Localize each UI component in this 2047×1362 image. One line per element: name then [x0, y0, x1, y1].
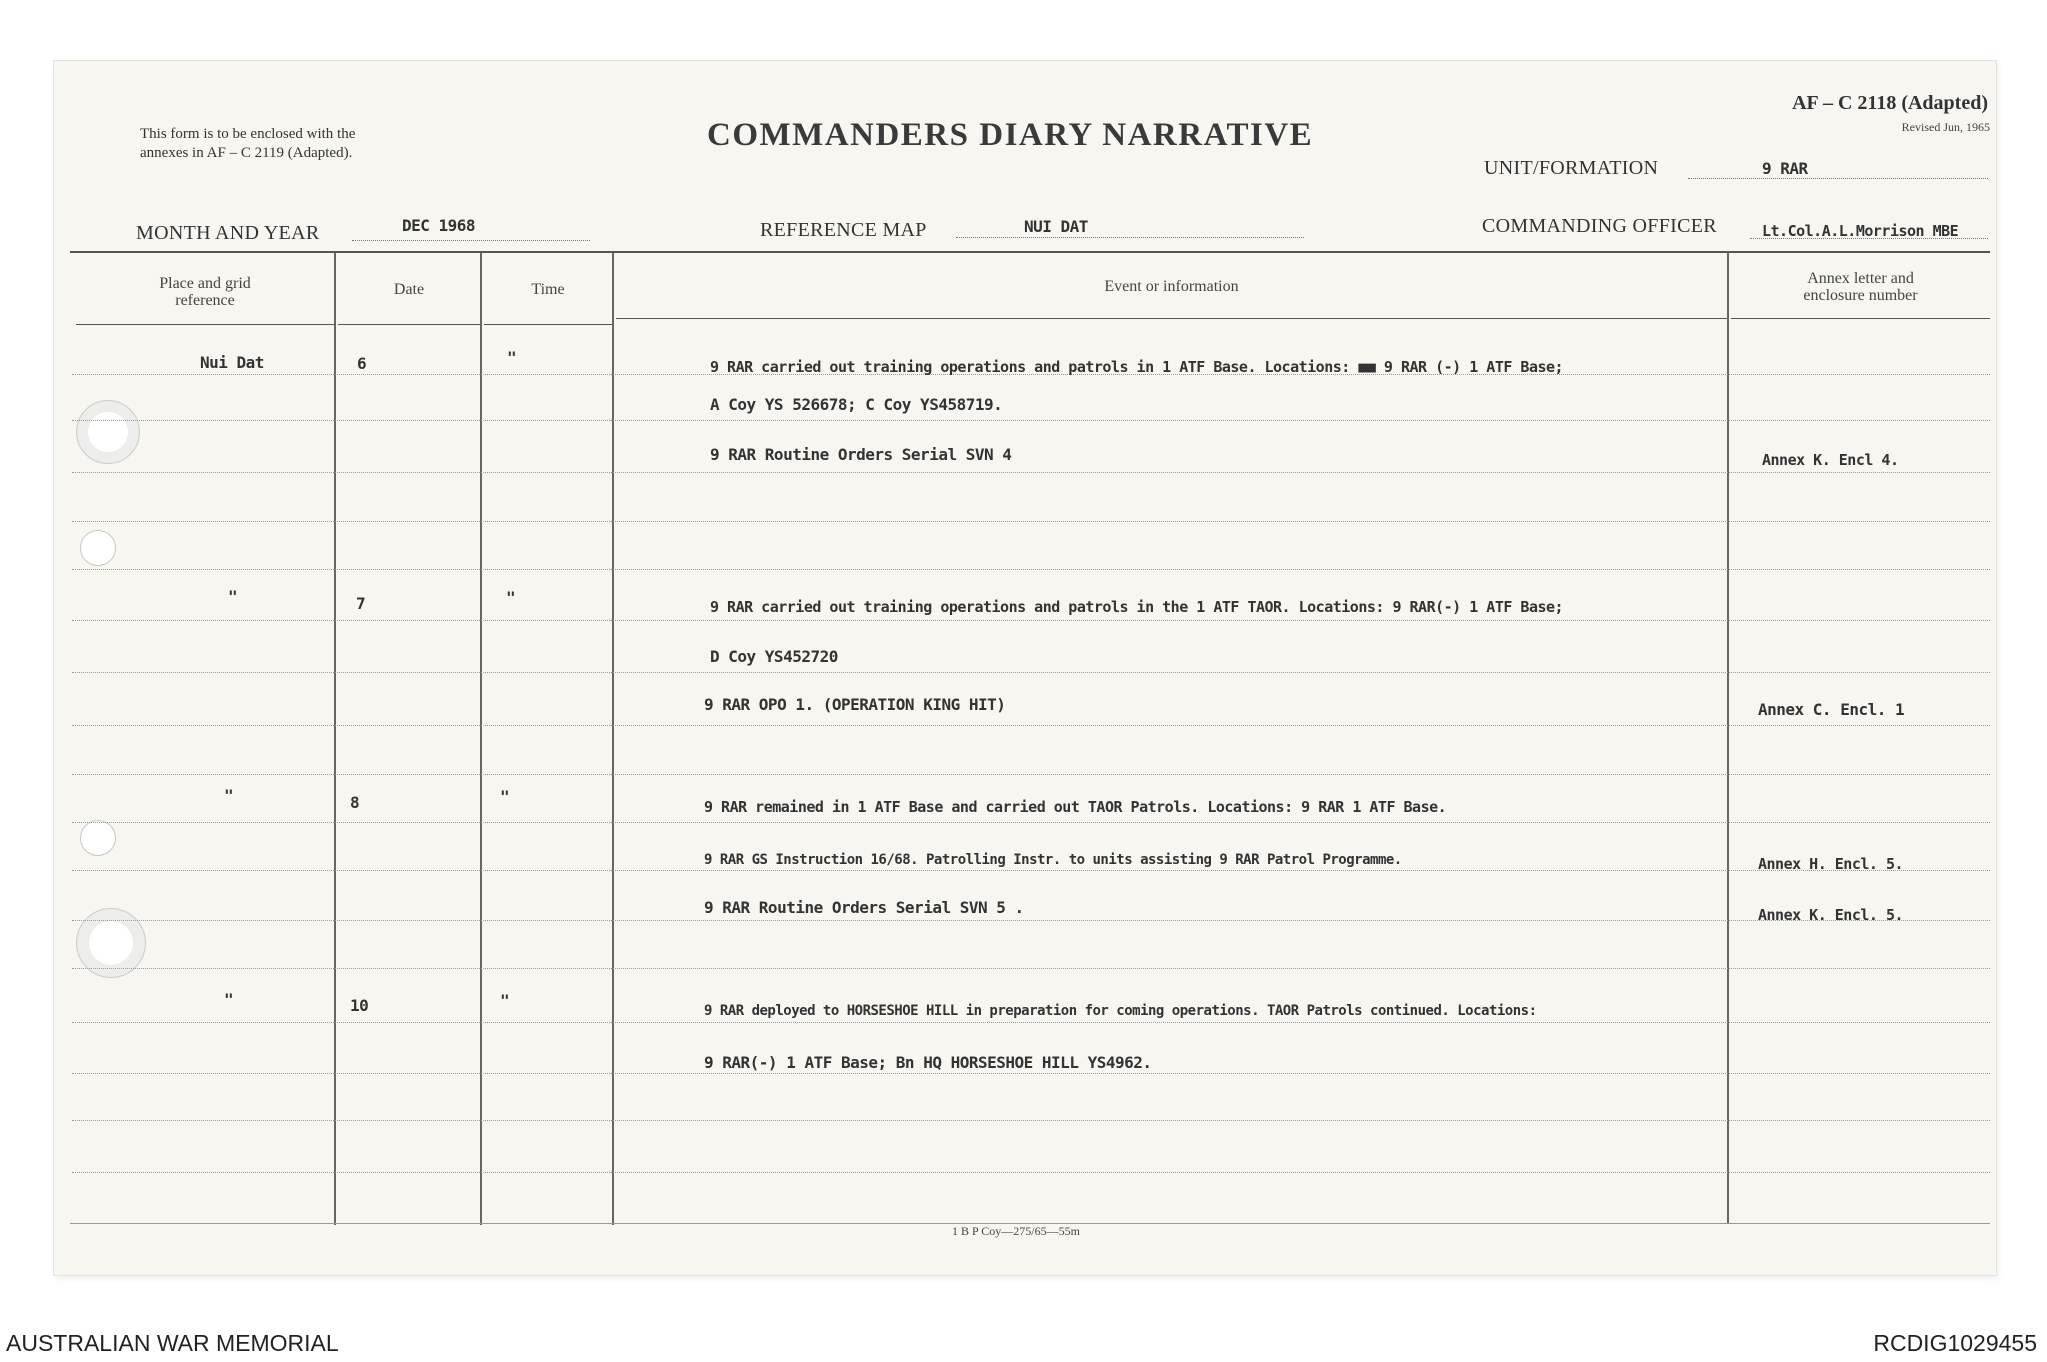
row-place: " — [228, 587, 238, 606]
row-annex: Annex C. Encl. 1 — [1758, 700, 1905, 719]
form-title: COMMANDERS DIARY NARRATIVE — [707, 117, 1314, 153]
column-heading-annex — [1731, 270, 1990, 304]
ruled-line — [72, 1172, 1990, 1173]
ruled-line — [72, 774, 1990, 775]
commanding-officer-value: Lt.Col.A.L.Morrison MBE — [1762, 222, 1959, 240]
row-date: 8 — [350, 793, 360, 812]
ruled-line — [72, 672, 1990, 673]
column-divider-time — [480, 253, 482, 1225]
ruled-line — [72, 1022, 1990, 1023]
table-top-rule — [70, 251, 1990, 253]
header-underline-date — [338, 324, 480, 325]
unit-label: UNIT/FORMATION — [1484, 157, 1659, 179]
row-event: 9 RAR GS Instruction 16/68. Patrolling Instr. to units assisting 9 RAR Patrol Programme. — [704, 852, 1402, 868]
row-event: D Coy YS452720 — [710, 647, 838, 666]
ruled-line — [72, 472, 1990, 473]
punch-hole-top — [76, 400, 140, 464]
row-event: 9 RAR deployed to HORSESHOE HILL in preparation for coming operations. TAOR Patrols continued. Locations: — [704, 1003, 1537, 1019]
row-place: " — [224, 990, 234, 1009]
archive-institution: AUSTRALIAN WAR MEMORIAL — [6, 1330, 339, 1356]
header-underline-event — [616, 318, 1727, 319]
column-heading-event: Event or information — [1104, 278, 1239, 295]
commanding-officer-label: COMMANDING OFFICER — [1482, 215, 1717, 237]
row-annex: Annex K. Encl. 5. — [1758, 906, 1904, 924]
header-underline-place — [76, 324, 334, 325]
row-event: 9 RAR OPO 1. (OPERATION KING HIT) — [704, 695, 1006, 714]
reference-map-value: NUI DAT — [1024, 217, 1088, 236]
row-annex: Annex K. Encl 4. — [1762, 451, 1899, 469]
row-date: 10 — [350, 996, 369, 1015]
row-event: 9 RAR remained in 1 ATF Base and carried out TAOR Patrols. Locations: 9 RAR 1 ATF Base. — [704, 798, 1447, 816]
header-underline-time — [484, 324, 612, 325]
row-time: " — [506, 588, 516, 607]
column-heading-time: Time — [531, 281, 565, 298]
ruled-line — [72, 420, 1990, 421]
enclosure-note-line2: annexes in AF – C 2119 (Adapted). — [140, 145, 353, 161]
row-time: " — [500, 991, 510, 1010]
ruled-line — [72, 920, 1990, 921]
unit-value: 9 RAR — [1762, 159, 1808, 178]
column-divider-event — [612, 253, 614, 1225]
row-annex: Annex H. Encl. 5. — [1758, 855, 1904, 873]
month-year-dotted-line — [352, 240, 590, 241]
ruled-line — [72, 822, 1990, 823]
column-heading-annex-line1: Annex letter and — [1807, 270, 1914, 287]
diary-form-sheet — [54, 61, 1996, 1275]
row-place: Nui Dat — [200, 353, 264, 372]
reference-map-label: REFERENCE MAP — [760, 219, 927, 241]
month-year-label: MONTH AND YEAR — [136, 222, 320, 244]
header-underline-annex — [1731, 318, 1990, 319]
form-number: AF – C 2118 (Adapted) — [1792, 92, 1988, 114]
column-heading-place — [90, 275, 320, 309]
archive-catalogue-id: RCDIG1029455 — [1873, 1330, 2037, 1356]
month-year-value: DEC 1968 — [402, 216, 476, 235]
ruled-line — [72, 968, 1990, 969]
row-time: " — [500, 787, 510, 806]
row-place: " — [224, 786, 234, 805]
ruled-line — [72, 870, 1990, 871]
enclosure-note — [140, 125, 355, 163]
column-divider-date — [334, 253, 336, 1225]
row-date: 6 — [357, 354, 367, 373]
row-event: A Coy YS 526678; C Coy YS458719. — [710, 395, 1003, 414]
row-event: 9 RAR carried out training operations and patrols in 1 ATF Base. Locations: ■■ 9 RAR (-) 1 ATF Base; — [710, 358, 1564, 376]
column-heading-annex-line2: enclosure number — [1803, 287, 1918, 304]
row-event: 9 RAR(-) 1 ATF Base; Bn HQ HORSESHOE HILL YS4962. — [704, 1053, 1152, 1072]
printer-imprint: 1 B P Coy—275/65—55m — [952, 1224, 1080, 1238]
enclosure-note-line1: This form is to be enclosed with the — [140, 126, 356, 142]
row-event: 9 RAR carried out training operations and patrols in the 1 ATF TAOR. Locations: 9 RAR(-) 1 ATF Base; — [710, 598, 1564, 616]
ruled-line — [72, 521, 1990, 522]
column-heading-date: Date — [393, 281, 425, 298]
ruled-line — [72, 620, 1990, 621]
ruled-line — [72, 569, 1990, 570]
row-event: 9 RAR Routine Orders Serial SVN 5 . — [704, 898, 1024, 917]
column-heading-place-line2: reference — [175, 292, 235, 309]
punch-hole-upper — [80, 530, 116, 566]
column-heading-place-line1: Place and grid — [159, 275, 251, 292]
row-time: " — [507, 348, 517, 367]
ruled-line — [72, 1073, 1990, 1074]
column-divider-annex — [1727, 253, 1729, 1223]
punch-hole-lower — [80, 820, 116, 856]
row-date: 7 — [356, 594, 366, 613]
reference-map-dotted-line — [956, 237, 1304, 238]
ruled-line — [72, 1120, 1990, 1121]
row-event: 9 RAR Routine Orders Serial SVN 4 — [710, 445, 1012, 464]
ruled-line — [72, 725, 1990, 726]
revised-date: Revised Jun, 1965 — [1901, 120, 1990, 134]
unit-dotted-line — [1688, 178, 1988, 179]
